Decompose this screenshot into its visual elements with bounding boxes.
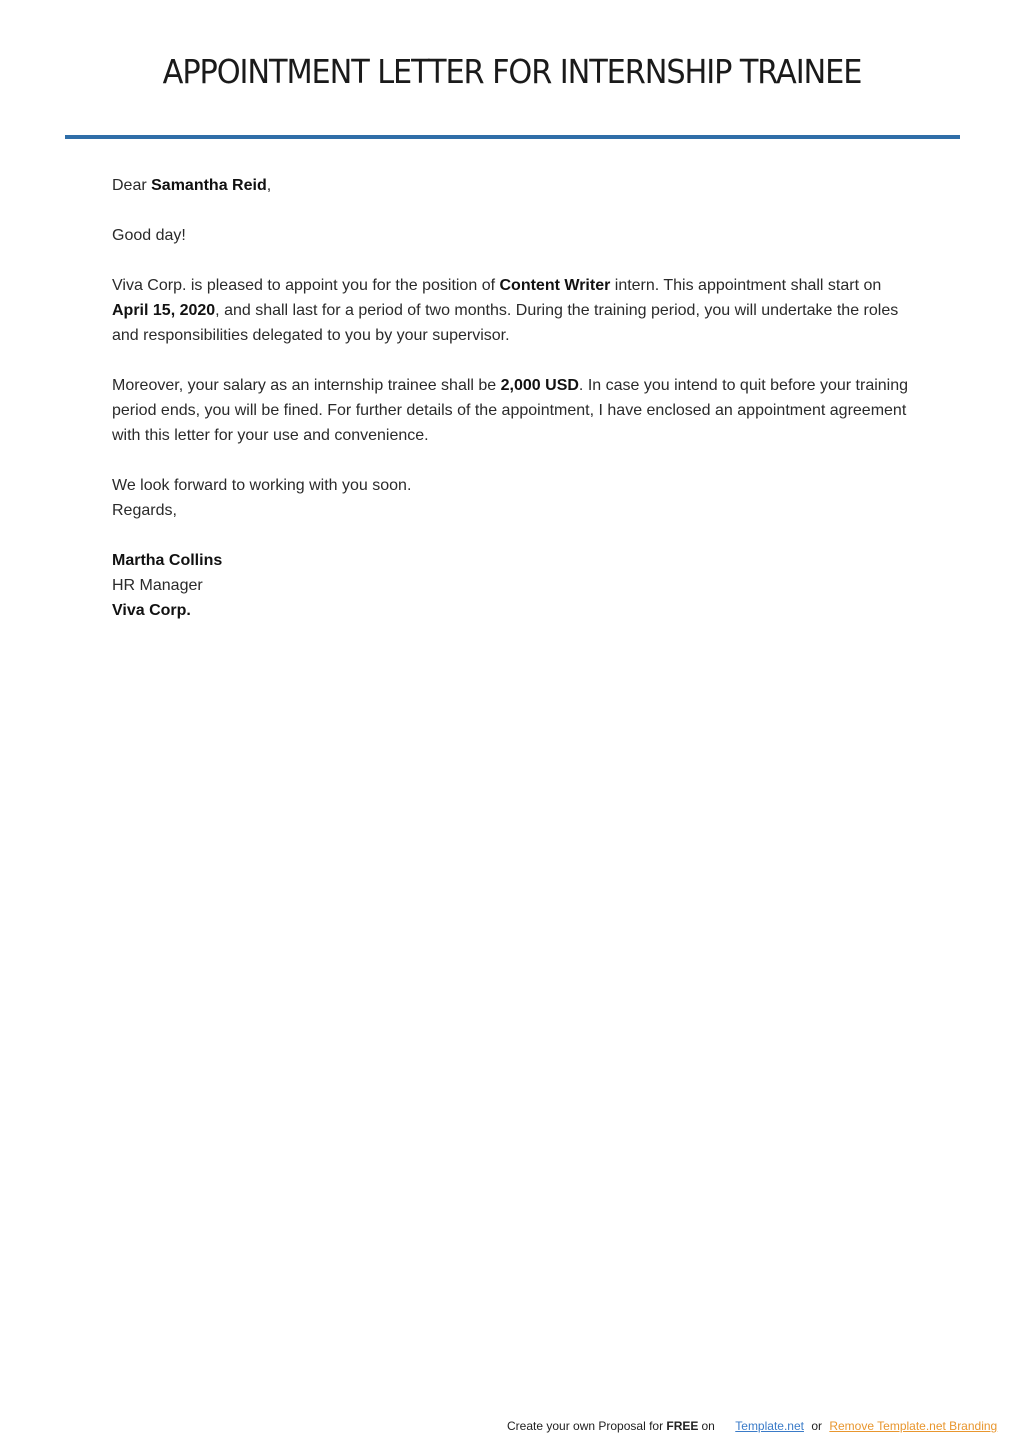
closing-block — [112, 473, 922, 623]
signer-title: HR Manager — [112, 577, 203, 594]
closing: Regards, — [112, 502, 177, 519]
branding-footer: Create your own Proposal for FREE on Template.net or Remove Template.net Branding — [507, 1419, 998, 1433]
paragraph-appointment: Viva Corp. is pleased to appoint you for the position of Content Writer intern. This appointment shall start on April 15, 2020, and shall last for a period of two months. During the training period, you will undertake the roles and responsibilities delegated to you by your supervisor. — [112, 277, 899, 344]
position: Content Writer — [499, 277, 611, 294]
recipient-name: Samantha Reid — [151, 177, 267, 194]
title-divider — [65, 135, 960, 139]
letter-body — [112, 173, 922, 623]
signer-name: Martha Collins — [112, 552, 223, 569]
paragraph-salary: Moreover, your salary as an internship trainee shall be 2,000 USD. In case you intend to quit before your training period ends, you will be fined. For further details of the appointment, I have enclosed an appointment agreement with this letter for your use and convenience. — [112, 377, 909, 444]
signer-company: Viva Corp. — [112, 602, 191, 619]
closing-line: We look forward to working with you soon. — [112, 477, 412, 494]
greeting: Good day! — [112, 227, 186, 244]
start-date: April 15, 2020 — [112, 302, 216, 319]
salutation: Dear Samantha Reid, — [112, 177, 272, 194]
page-title: APPOINTMENT LETTER FOR INTERNSHIP TRAINEE — [162, 52, 862, 91]
template-net-link[interactable]: Template.net — [735, 1419, 804, 1433]
remove-branding-link[interactable]: Remove Template.net Branding — [829, 1419, 998, 1433]
salary: 2,000 USD — [500, 377, 579, 394]
